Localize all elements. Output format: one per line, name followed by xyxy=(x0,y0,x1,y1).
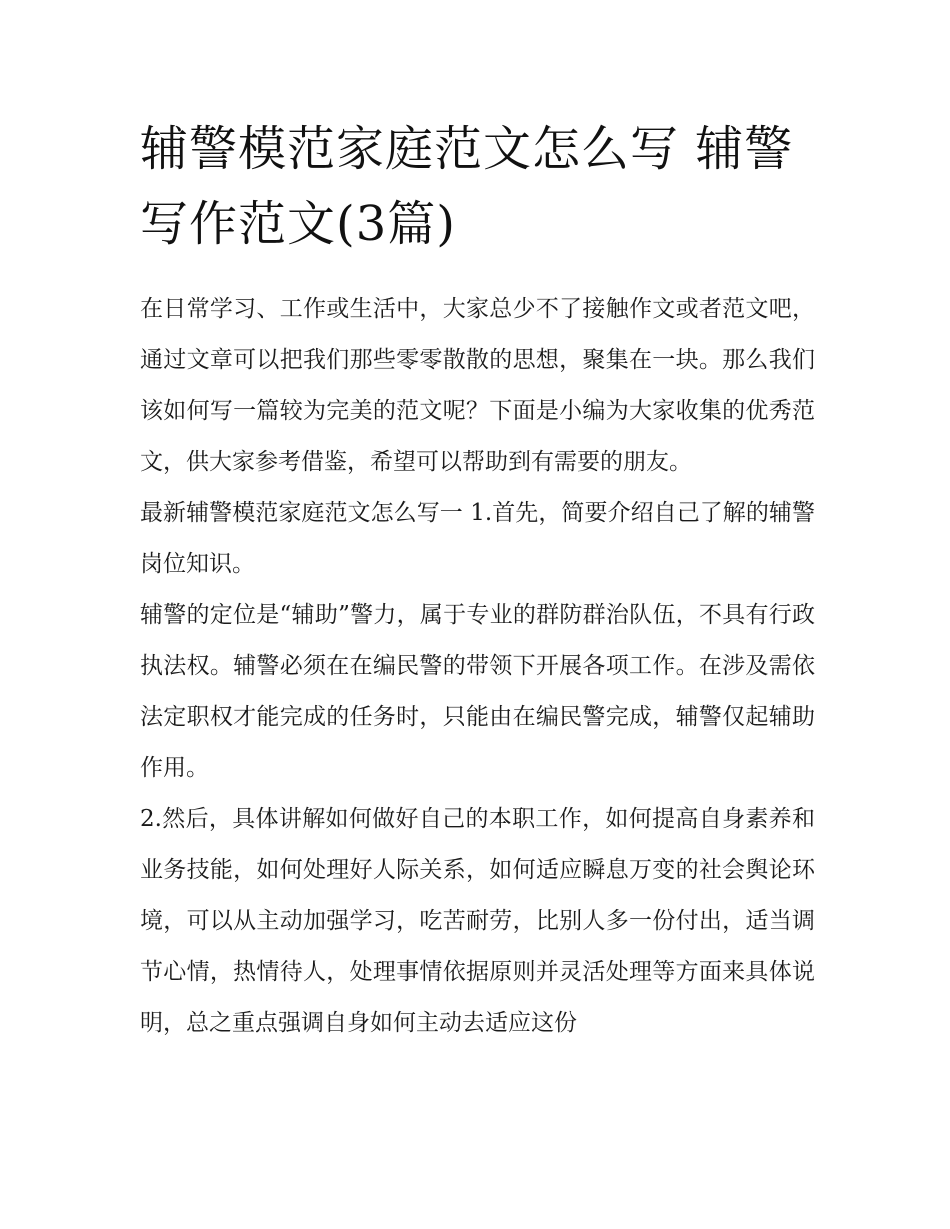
document-page xyxy=(140,112,815,1049)
paragraph-step-2: 2.然后，具体讲解如何做好自己的本职工作，如何提高自身素养和业务技能，如何处理好人际关系，如何适应瞬息万变的社会舆论环境，可以从主动加强学习，吃苦耐劳，比别人多一份付出，适当调节心情，热情待人，处理事情依据原则并灵活处理等方面来具体说明，总之重点强调自身如何主动去适应这份 xyxy=(140,806,815,1036)
document-title: 辅警模范家庭范文怎么写 辅警写作范文(3篇) xyxy=(140,121,794,252)
paragraph-positioning: 辅警的定位是“辅助”警力，属于专业的群防群治队伍，不具有行政执法权。辅警必须在在编民警的带领下开展各项工作。在涉及需依法定职权才能完成的任务时，只能由在编民警完成，辅警仅起辅助作用。 xyxy=(140,602,815,781)
paragraph-step-1: 最新辅警模范家庭范文怎么写一 1.首先，简要介绍自己了解的辅警岗位知识。 xyxy=(140,500,815,577)
paragraph-intro: 在日常学习、工作或生活中，大家总少不了接触作文或者范文吧，通过文章可以把我们那些零零散散的思想，聚集在一块。那么我们该如何写一篇较为完美的范文呢？下面是小编为大家收集的优秀范文，供大家参考借鉴，希望可以帮助到有需要的朋友。 xyxy=(140,296,815,475)
